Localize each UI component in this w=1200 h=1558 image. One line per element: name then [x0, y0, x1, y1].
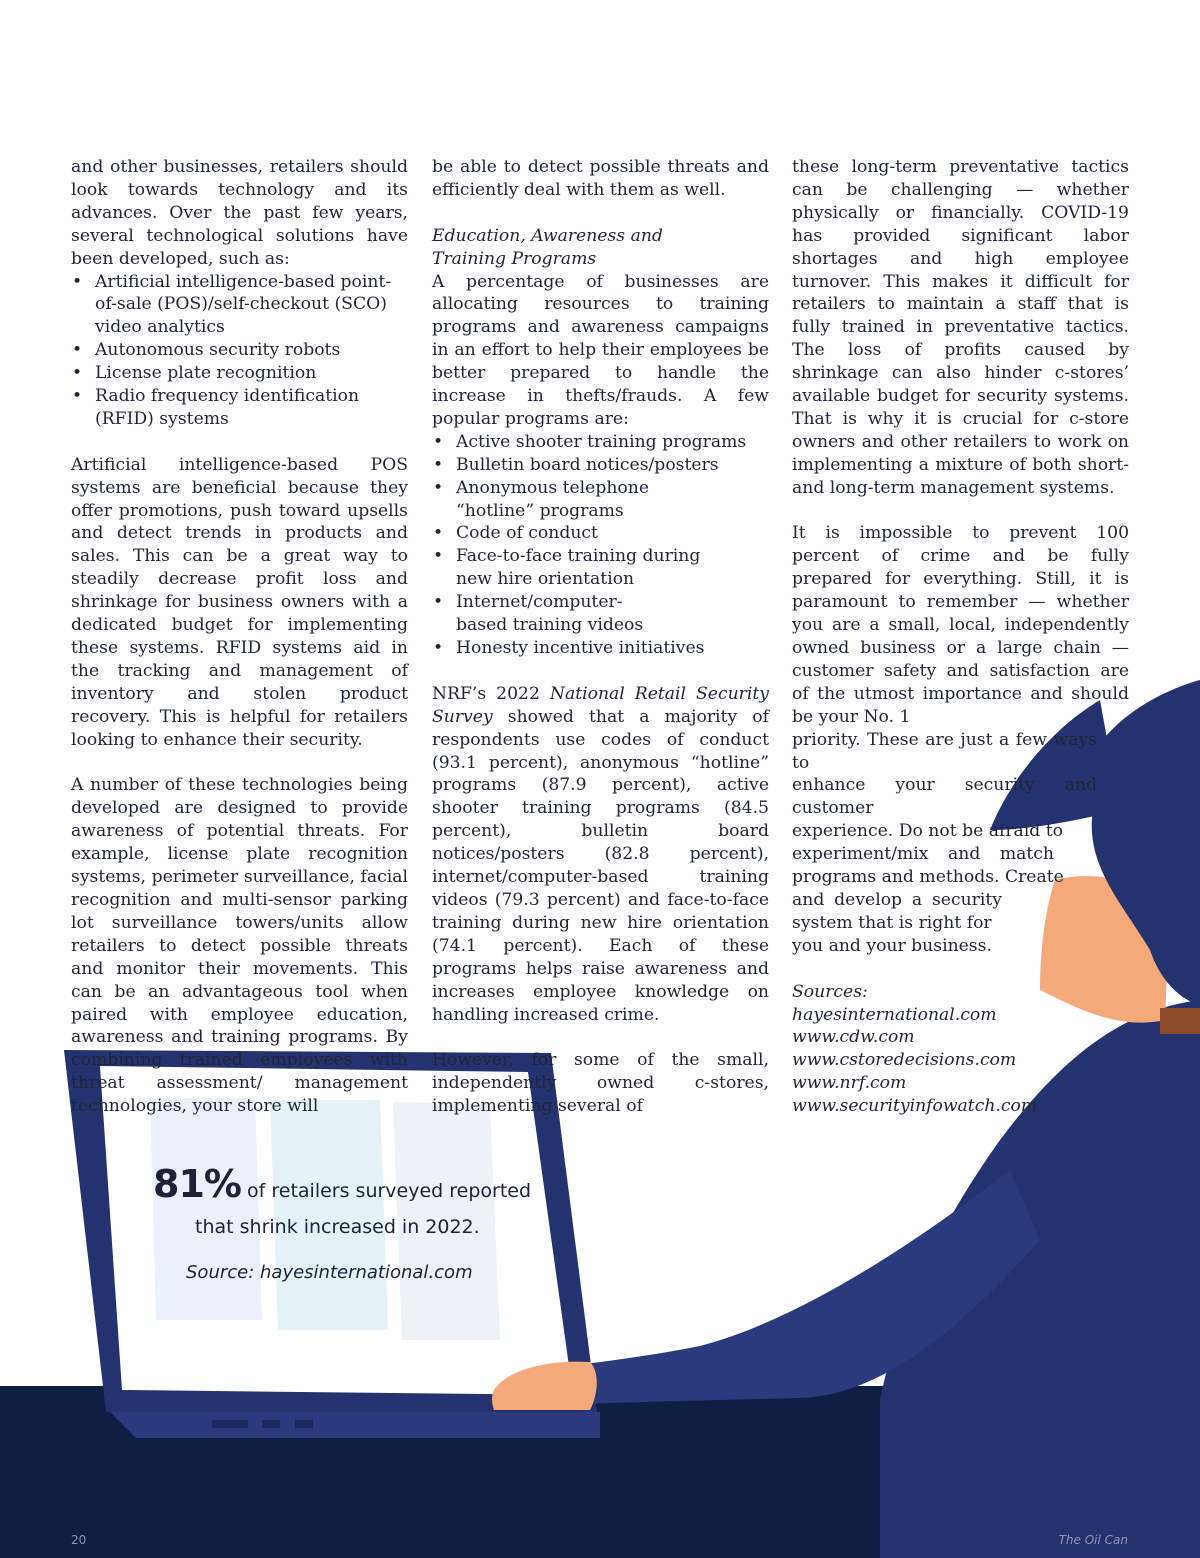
- article-column-1: [71, 156, 408, 1118]
- screen-panel: [270, 1100, 388, 1330]
- list-item: • Internet/computer-based training videos: [432, 591, 769, 637]
- technology-list: [71, 271, 408, 431]
- survey-prefix: NRF’s 2022: [432, 683, 550, 704]
- page-number: 20: [71, 1533, 87, 1547]
- col3-paragraph-conclusion-wrap: [792, 729, 1097, 958]
- sources-label: Sources:: [792, 981, 868, 1002]
- laptop-key: [212, 1420, 248, 1428]
- col2-paragraph-however: However, for some of the small, independently owned c-stores, implementing several of: [432, 1050, 769, 1117]
- col2-paragraph-training: A percentage of businesses are allocating resources to training programs and awareness campaigns in an effort to help their employees be better prepared to handle the increase in thefts/frauds. A few popular programs are:: [432, 271, 769, 429]
- section-heading: [432, 225, 769, 271]
- source-link[interactable]: hayesinternational.com: [792, 1004, 997, 1025]
- list-item: • Autonomous security robots: [71, 339, 408, 362]
- survey-body: showed that a majority of respondents use codes of conduct (93.1 percent), anonymous “hotline” programs (87.9 percent), active shooter training programs (84.5 percent), bulletin board notices/posters (82.8 percent), internet/computer-based training videos (79.3 percent) and face-to-face training during new hire orientation (74.1 percent). Each of these programs helps raise awareness and increases employee knowledge on handling increased crime.: [432, 706, 769, 1025]
- article-column-2: [432, 156, 769, 1118]
- stat-text-line1: of retailers surveyed reported: [247, 1180, 532, 1202]
- source-link[interactable]: www.nrf.com: [792, 1073, 907, 1094]
- source-link[interactable]: www.securityinfowatch.com: [792, 1096, 1038, 1117]
- list-item: • Code of conduct: [432, 522, 769, 545]
- col2-paragraph-survey: [432, 683, 769, 1027]
- conclusion-line: you and your business.: [792, 935, 992, 956]
- collar-band: [1160, 1008, 1200, 1034]
- section-heading-line2: Training Programs: [432, 248, 597, 269]
- laptop-key: [262, 1420, 280, 1428]
- col3-paragraph-conclusion: It is impossible to prevent 100 percent of crime and be fully prepared for everything. Still, it is paramount to remember — whether you are a small, local, independently owned business or a large chain — customer safety and satisfaction are of the utmost importance and should be your No. 1: [792, 523, 1129, 727]
- laptop-key: [295, 1420, 313, 1428]
- sources-block: [792, 981, 1129, 1118]
- source-link[interactable]: www.cstoredecisions.com: [792, 1050, 1017, 1071]
- screen-panel: [150, 1098, 262, 1320]
- list-item: • Artificial intelligence-based point-of-sale (POS)/self-checkout (SCO) video analytics: [71, 271, 408, 340]
- conclusion-line: experience. Do not be afraid to: [792, 821, 1064, 842]
- conclusion-line: enhance your security and customer: [792, 775, 1097, 819]
- col1-paragraph-ai-pos: Artificial intelligence-based POS systems are beneficial because they offer promotions, push toward upsells and detect trends in products and sales. This can be a great way to steadily decrease profit loss and shrinkage for business owners with a dedicated budget for implementing these systems. RFID systems aid in the tracking and management of inventory and stolen product recovery. This is helpful for retailers looking to enhance their security.: [71, 454, 408, 750]
- magazine-title: The Oil Can: [1058, 1533, 1128, 1547]
- col2-intro: be able to detect possible threats and efficiently deal with them as well.: [432, 157, 769, 200]
- conclusion-line: system that is right for: [792, 912, 992, 933]
- list-item: • Honesty incentive initiatives: [432, 637, 769, 660]
- programs-list: [432, 431, 769, 660]
- article-column-3: [792, 156, 1129, 1118]
- list-item: • Face-to-face training during new hire orientation: [432, 545, 769, 591]
- list-item: • Active shooter training programs: [432, 431, 769, 454]
- col1-paragraph-threat-awareness: A number of these technologies being developed are designed to provide awareness of potential threats. For example, license plate recognition systems, perimeter surveillance, facial recognition and multi-sensor parking lot surveillance towers/units allow retailers to detect possible threats and monitor their movements. This can be an advantageous tool when paired with employee education, awareness and training programs. By combining trained employees with threat assessment/ management technologies, your store will: [71, 775, 408, 1117]
- conclusion-line: priority. These are just a few ways to: [792, 729, 1097, 773]
- stat-percent: 81%: [153, 1162, 241, 1206]
- section-heading-line1: Education, Awareness and: [432, 225, 663, 246]
- col1-intro: and other businesses, retailers should look towards technology and its advances. Over the past few years, several technological solutions have been developed, such as:: [71, 157, 408, 269]
- conclusion-line: and develop a security: [792, 889, 1002, 910]
- list-item: • Bulletin board notices/posters: [432, 454, 769, 477]
- list-item: • Anonymous telephone “hotline” programs: [432, 477, 769, 523]
- stat-callout: [153, 1162, 531, 1206]
- laptop-base: [110, 1412, 600, 1438]
- col3-paragraph-challenges: these long-term preventative tactics can be challenging — whether physically or financially. COVID-19 has provided significant labor shortages and high employee turnover. This makes it difficult for retailers to maintain a staff that is fully trained in preventative tactics. The loss of profits caused by shrinkage can also hinder c-stores’ available budget for security systems. That is why it is crucial for c-store owners and other retailers to work on implementing a mixture of both short- and long-term management systems.: [792, 157, 1129, 498]
- stat-text-line2: that shrink increased in 2022.: [195, 1216, 480, 1238]
- list-item: • License plate recognition: [71, 362, 408, 385]
- stat-source: Source: hayesinternational.com: [186, 1262, 473, 1283]
- list-item: • Radio frequency identification (RFID) systems: [71, 385, 408, 431]
- conclusion-line: programs and methods. Create: [792, 867, 1064, 888]
- conclusion-line: experiment/mix and match: [792, 844, 1054, 865]
- source-link[interactable]: www.cdw.com: [792, 1027, 915, 1048]
- survey-title: National Retail Security Survey: [432, 683, 769, 727]
